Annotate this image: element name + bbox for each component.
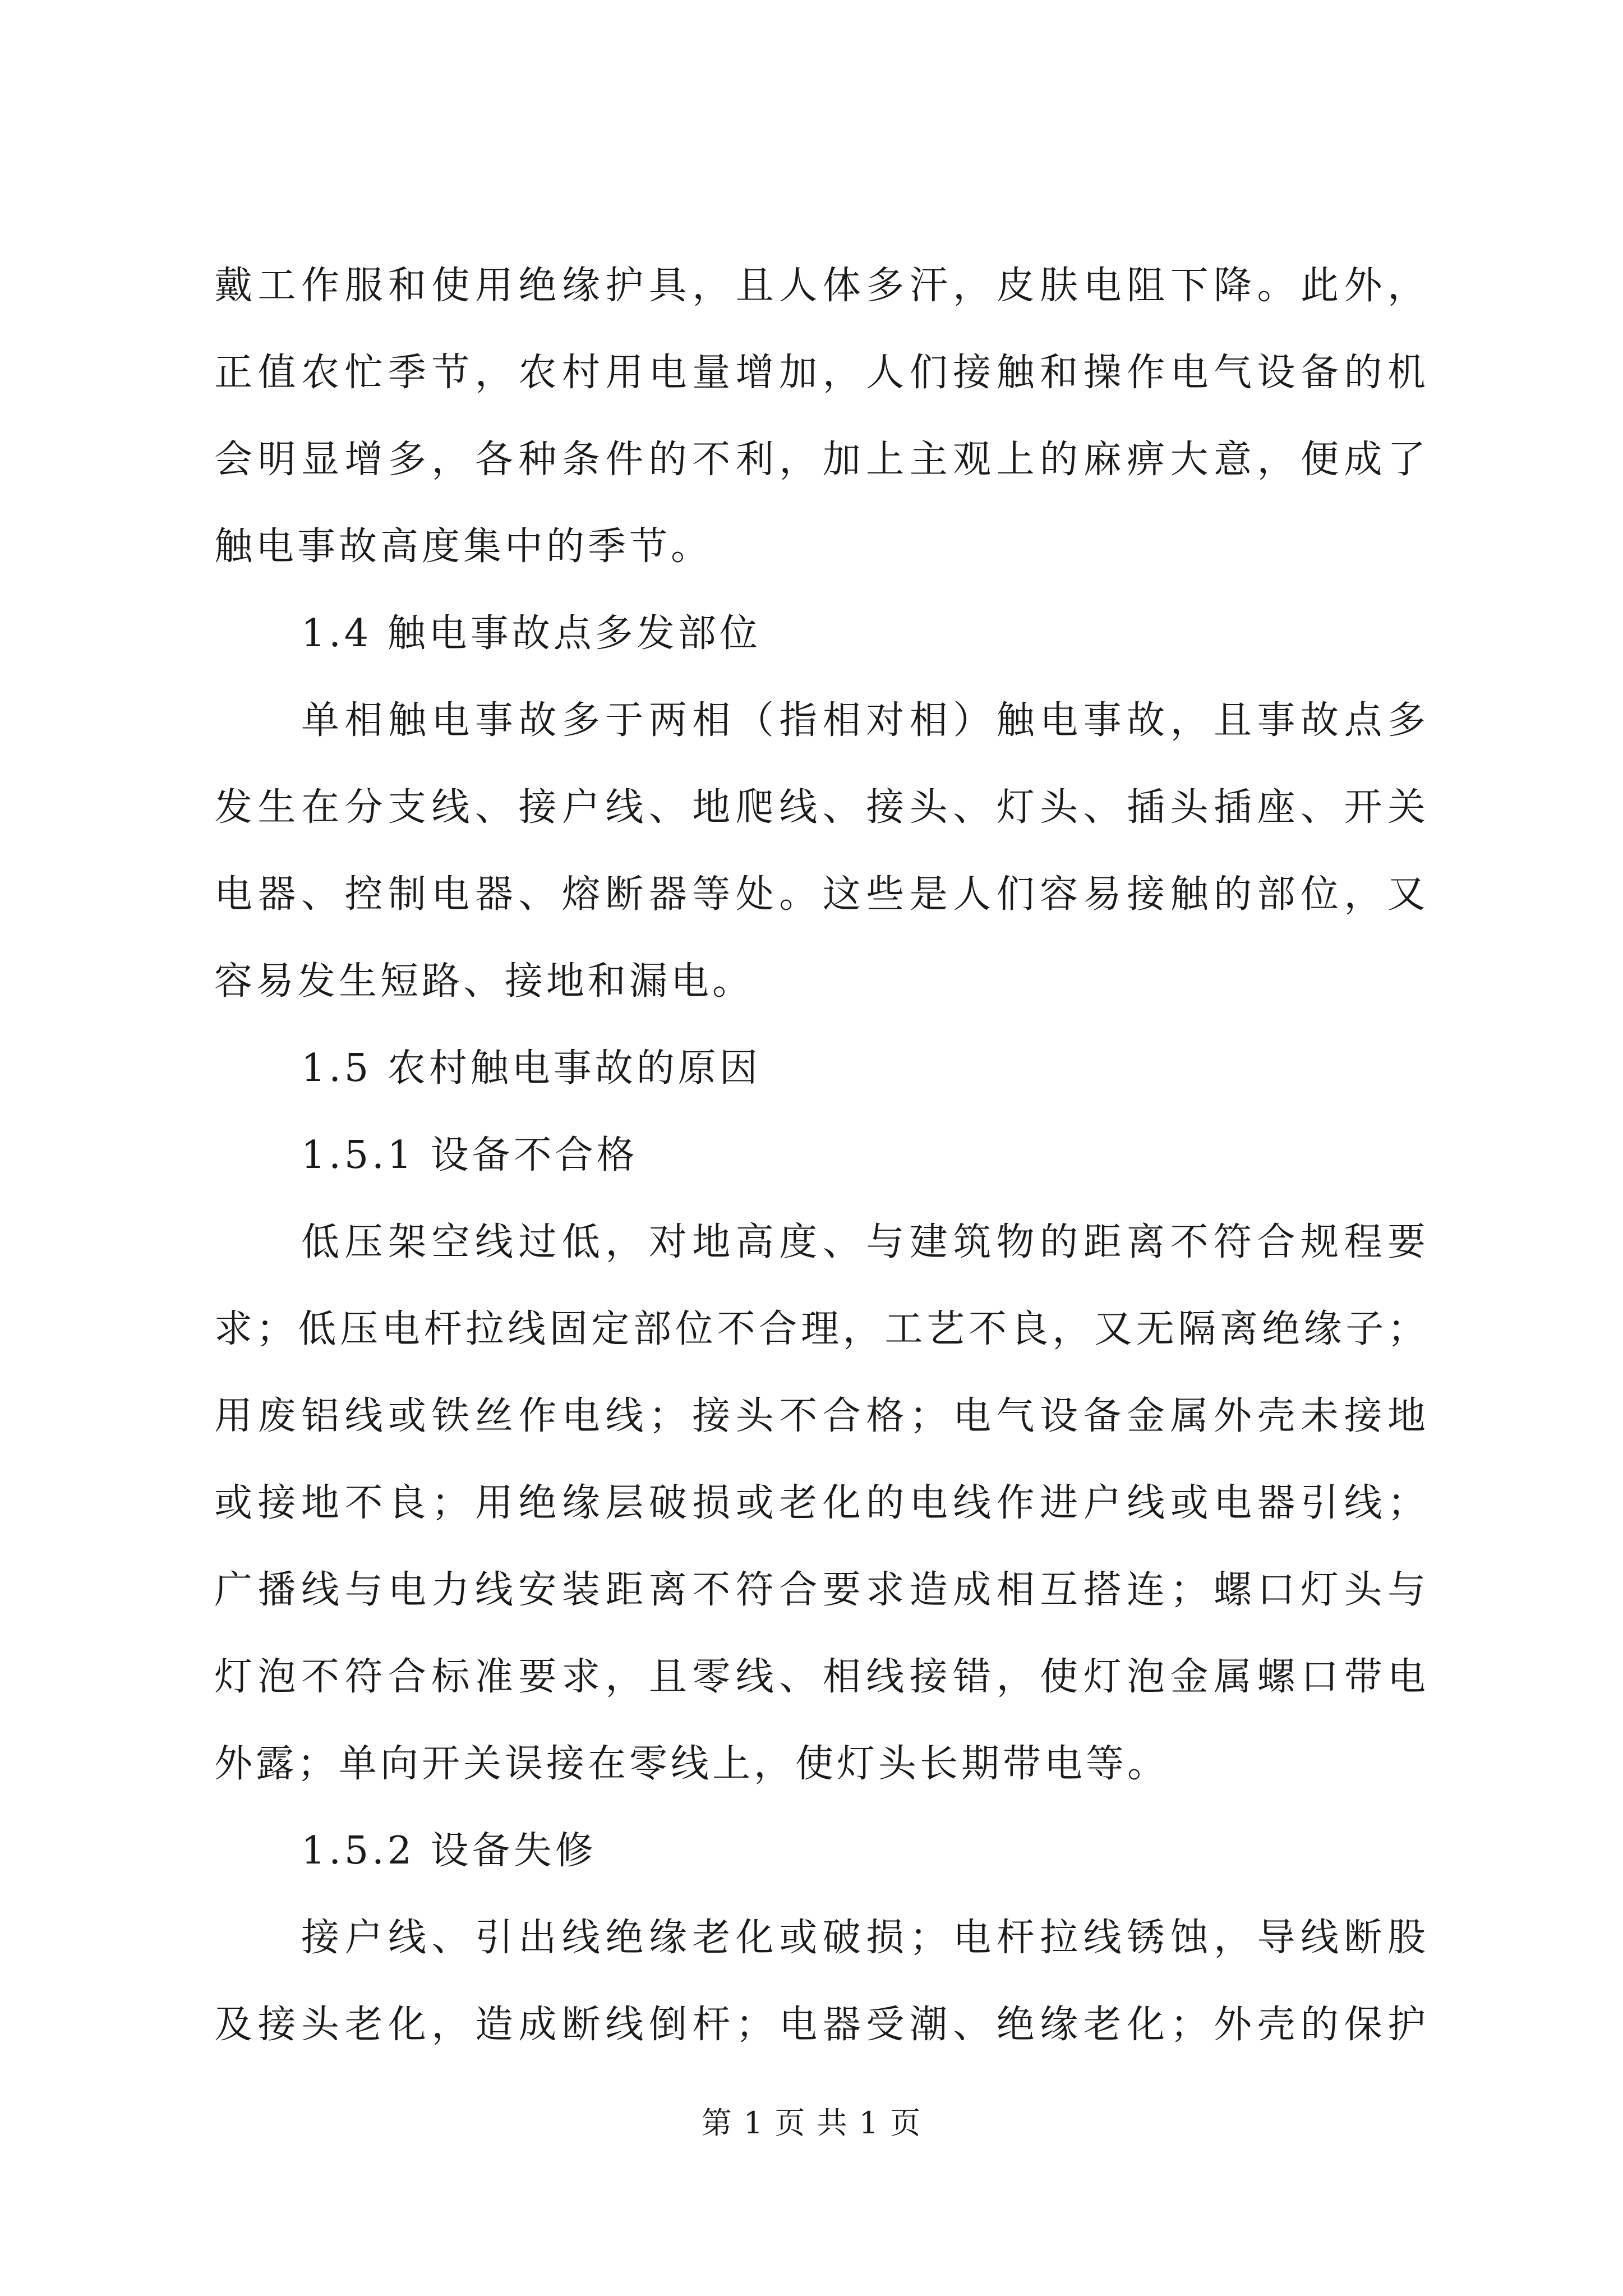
text-line: 用废铝线或铁丝作电线；接头不合格；电气设备金属外壳未接地 <box>214 1394 1426 1438</box>
text-line: 及接头老化，造成断线倒杆；电器受潮、绝缘老化；外壳的保护 <box>214 2003 1426 2047</box>
text-line: 求；低压电杆拉线固定部位不合理，工艺不良，又无隔离绝缘子； <box>214 1307 1426 1351</box>
text-line: 容易发生短路、接地和漏电。 <box>214 959 754 1004</box>
text-line: 戴工作服和使用绝缘护具，且人体多汗，皮肤电阻下降。此外， <box>214 264 1426 308</box>
page-number-footer: 第 1 页 共 1 页 <box>701 2105 922 2141</box>
text-line: 外露；单向开关误接在零线上，使灯头长期带电等。 <box>214 1742 1169 1786</box>
text-line: 会明显增多，各种条件的不利，加上主观上的麻痹大意，便成了 <box>214 438 1426 482</box>
section-heading-1-5: 1.5 农村触电事故的原因 <box>301 1046 761 1091</box>
text-line: 电器、控制电器、熔断器等处。这些是人们容易接触的部位，又 <box>214 872 1426 917</box>
text-line: 广播线与电力线安装距离不符合要求造成相互搭连；螺口灯头与 <box>214 1568 1426 1612</box>
text-line: 或接地不良；用绝缘层破损或老化的电线作进户线或电器引线； <box>214 1481 1426 1525</box>
section-heading-1-4: 1.4 触电事故点多发部位 <box>301 611 761 656</box>
text-line: 灯泡不符合标准要求，且零线、相线接错，使灯泡金属螺口带电 <box>214 1655 1426 1699</box>
text-line: 接户线、引出线绝缘老化或破损；电杆拉线锈蚀，导线断股 <box>301 1916 1426 1960</box>
text-line: 低压架空线过低，对地高度、与建筑物的距离不符合规程要 <box>301 1220 1426 1264</box>
section-heading-1-5-2: 1.5.2 设备失修 <box>301 1829 597 1873</box>
text-line: 触电事故高度集中的季节。 <box>214 524 713 569</box>
section-heading-1-5-1: 1.5.1 设备不合格 <box>301 1133 638 1177</box>
text-line: 发生在分支线、接户线、地爬线、接头、灯头、插头插座、开关 <box>214 785 1426 830</box>
text-line: 单相触电事故多于两相（指相对相）触电事故，且事故点多 <box>301 698 1426 743</box>
text-line: 正值农忙季节，农村用电量增加，人们接触和操作电气设备的机 <box>214 351 1426 395</box>
